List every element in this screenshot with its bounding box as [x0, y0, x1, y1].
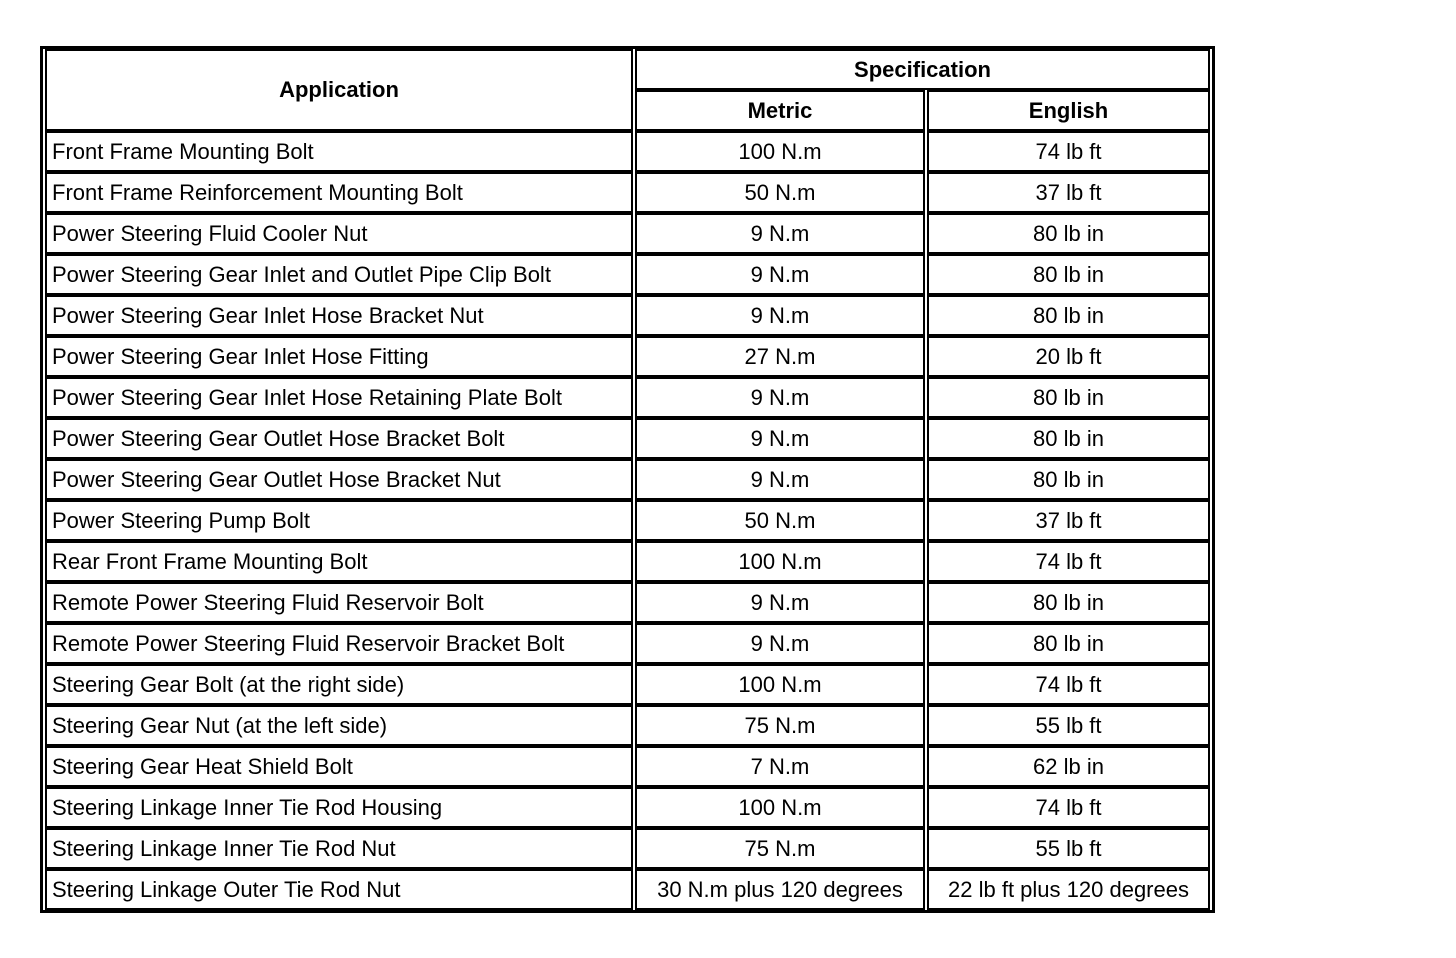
application-cell: Steering Gear Nut (at the left side): [45, 705, 633, 746]
metric-cell: 100 N.m: [635, 541, 925, 582]
metric-cell: 30 N.m plus 120 degrees: [635, 869, 925, 910]
table-row: [45, 172, 1210, 213]
application-cell: Steering Linkage Inner Tie Rod Nut: [45, 828, 633, 869]
metric-cell: 100 N.m: [635, 131, 925, 172]
application-cell: Steering Gear Heat Shield Bolt: [45, 746, 633, 787]
application-cell: Steering Linkage Inner Tie Rod Housing: [45, 787, 633, 828]
table-row: [45, 582, 1210, 623]
english-cell: 80 lb in: [927, 459, 1210, 500]
metric-cell: 9 N.m: [635, 623, 925, 664]
table-body: [45, 131, 1210, 910]
application-cell: Remote Power Steering Fluid Reservoir Bolt: [45, 582, 633, 623]
metric-cell: 9 N.m: [635, 213, 925, 254]
english-cell: 55 lb ft: [927, 705, 1210, 746]
table-row: [45, 828, 1210, 869]
header-row-specification: [45, 49, 1210, 90]
application-cell: Power Steering Pump Bolt: [45, 500, 633, 541]
table-row: [45, 377, 1210, 418]
english-cell: 80 lb in: [927, 213, 1210, 254]
english-cell: 74 lb ft: [927, 787, 1210, 828]
table-row: [45, 500, 1210, 541]
metric-cell: 100 N.m: [635, 664, 925, 705]
specification-column-header: Specification: [635, 49, 1210, 90]
table-row: [45, 869, 1210, 910]
english-cell: 80 lb in: [927, 418, 1210, 459]
table-row: [45, 418, 1210, 459]
application-cell: Front Frame Reinforcement Mounting Bolt: [45, 172, 633, 213]
english-cell: 37 lb ft: [927, 172, 1210, 213]
english-cell: 74 lb ft: [927, 541, 1210, 582]
application-cell: Steering Gear Bolt (at the right side): [45, 664, 633, 705]
application-cell: Power Steering Gear Inlet Hose Fitting: [45, 336, 633, 377]
metric-cell: 50 N.m: [635, 500, 925, 541]
table-row: [45, 787, 1210, 828]
metric-cell: 50 N.m: [635, 172, 925, 213]
metric-cell: 9 N.m: [635, 418, 925, 459]
table-row: [45, 746, 1210, 787]
english-cell: 22 lb ft plus 120 degrees: [927, 869, 1210, 910]
english-cell: 74 lb ft: [927, 664, 1210, 705]
table-row: [45, 459, 1210, 500]
metric-cell: 9 N.m: [635, 295, 925, 336]
english-cell: 80 lb in: [927, 623, 1210, 664]
application-cell: Power Steering Gear Outlet Hose Bracket Bolt: [45, 418, 633, 459]
application-cell: Power Steering Gear Outlet Hose Bracket Nut: [45, 459, 633, 500]
metric-cell: 75 N.m: [635, 705, 925, 746]
english-cell: 80 lb in: [927, 377, 1210, 418]
metric-cell: 7 N.m: [635, 746, 925, 787]
english-cell: 74 lb ft: [927, 131, 1210, 172]
metric-cell: 9 N.m: [635, 582, 925, 623]
english-cell: 80 lb in: [927, 582, 1210, 623]
english-column-header: English: [927, 90, 1210, 131]
metric-cell: 27 N.m: [635, 336, 925, 377]
application-cell: Remote Power Steering Fluid Reservoir Bracket Bolt: [45, 623, 633, 664]
table-row: [45, 131, 1210, 172]
metric-cell: 100 N.m: [635, 787, 925, 828]
metric-cell: 9 N.m: [635, 459, 925, 500]
english-cell: 80 lb in: [927, 295, 1210, 336]
english-cell: 62 lb in: [927, 746, 1210, 787]
table-row: [45, 336, 1210, 377]
application-cell: Power Steering Gear Inlet and Outlet Pipe Clip Bolt: [45, 254, 633, 295]
english-cell: 37 lb ft: [927, 500, 1210, 541]
application-cell: Front Frame Mounting Bolt: [45, 131, 633, 172]
application-cell: Power Steering Fluid Cooler Nut: [45, 213, 633, 254]
metric-cell: 75 N.m: [635, 828, 925, 869]
table-row: [45, 213, 1210, 254]
table-row: [45, 541, 1210, 582]
table-row: [45, 254, 1210, 295]
metric-cell: 9 N.m: [635, 377, 925, 418]
application-cell: Power Steering Gear Inlet Hose Bracket Nut: [45, 295, 633, 336]
application-cell: Power Steering Gear Inlet Hose Retaining Plate Bolt: [45, 377, 633, 418]
table-row: [45, 705, 1210, 746]
table-row: [45, 623, 1210, 664]
table-row: [45, 295, 1210, 336]
application-column-header: Application: [45, 49, 633, 131]
application-cell: Rear Front Frame Mounting Bolt: [45, 541, 633, 582]
metric-column-header: Metric: [635, 90, 925, 131]
metric-cell: 9 N.m: [635, 254, 925, 295]
application-cell: Steering Linkage Outer Tie Rod Nut: [45, 869, 633, 910]
english-cell: 20 lb ft: [927, 336, 1210, 377]
english-cell: 80 lb in: [927, 254, 1210, 295]
table-row: [45, 664, 1210, 705]
torque-spec-table: [40, 46, 1215, 913]
table-header: [45, 49, 1210, 131]
english-cell: 55 lb ft: [927, 828, 1210, 869]
